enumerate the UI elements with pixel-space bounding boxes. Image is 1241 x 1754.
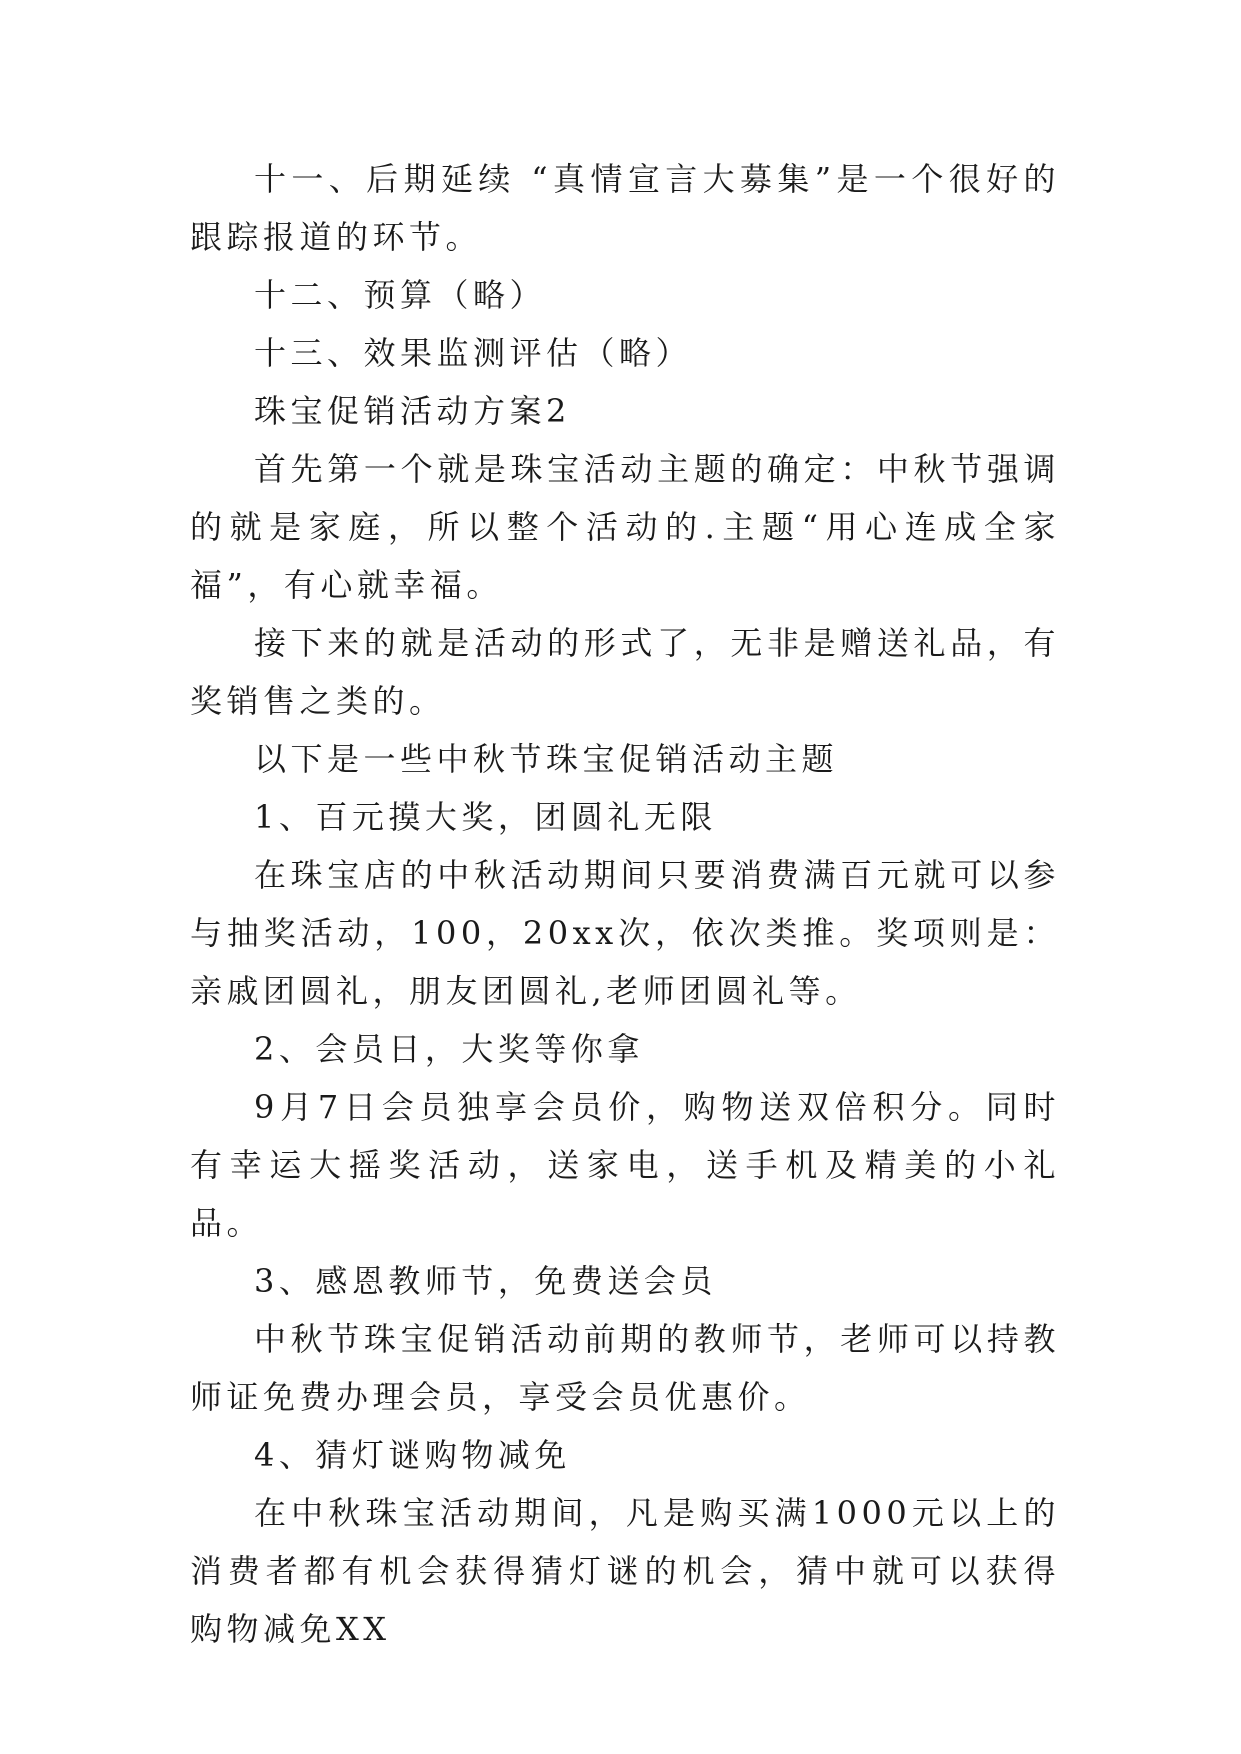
- paragraph: 首先第一个就是珠宝活动主题的确定：中秋节强调的就是家庭，所以整个活动的.主题“用心连成全家福”，有心就幸福。: [190, 450, 1060, 604]
- paragraph: 在珠宝店的中秋活动期间只要消费满百元就可以参与抽奖活动，100，20xx次，依次类推。奖项则是：亲戚团圆礼，朋友团圆礼,老师团圆礼等。: [190, 856, 1060, 1010]
- paragraph: 以下是一些中秋节珠宝促销活动主题: [254, 740, 839, 778]
- document-body: [190, 150, 1060, 1658]
- paragraph: 9月7日会员独享会员价，购物送双倍积分。同时有幸运大摇奖活动，送家电，送手机及精美的小礼品。: [190, 1088, 1060, 1242]
- paragraph: 中秋节珠宝促销活动前期的教师节，老师可以持教师证免费办理会员，享受会员优惠价。: [190, 1320, 1060, 1416]
- list-heading: 3、感恩教师节，免费送会员: [254, 1262, 717, 1300]
- paragraph: 在中秋珠宝活动期间，凡是购买满1000元以上的消费者都有机会获得猜灯谜的机会，猜中就可以获得购物减免XX: [190, 1494, 1060, 1648]
- list-heading: 1、百元摸大奖，团圆礼无限: [254, 798, 717, 836]
- paragraph: 十三、效果监测评估（略）: [254, 334, 693, 372]
- paragraph: 十二、预算（略）: [254, 276, 547, 314]
- section-title: 珠宝促销活动方案2: [254, 392, 571, 430]
- list-heading: 4、猜灯谜购物减免: [254, 1436, 571, 1474]
- paragraph: 十一、后期延续 “真情宣言大募集”是一个很好的跟踪报道的环节。: [190, 160, 1060, 256]
- paragraph: 接下来的就是活动的形式了，无非是赠送礼品，有奖销售之类的。: [190, 624, 1060, 720]
- list-heading: 2、会员日，大奖等你拿: [254, 1030, 644, 1068]
